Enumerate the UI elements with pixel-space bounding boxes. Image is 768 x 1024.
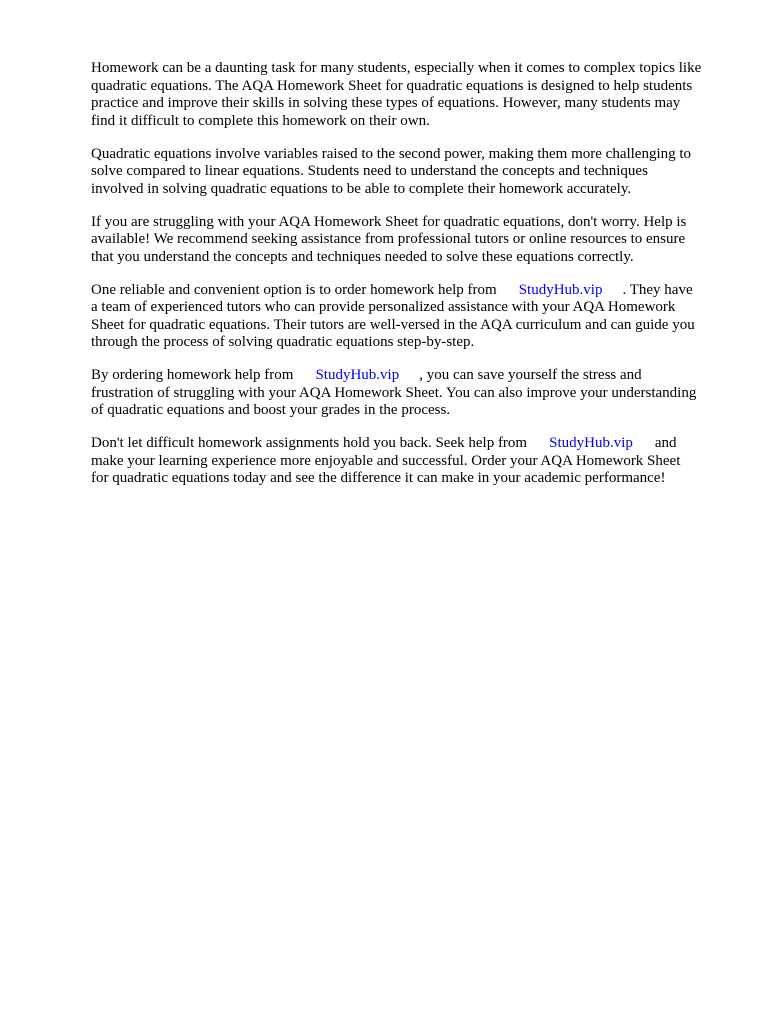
- text-segment: , you can save yourself the stress and: [419, 367, 642, 383]
- text-line: Homework can be a daunting task for many students, especially when it comes to complex topics like: [91, 60, 702, 76]
- studyhub-link[interactable]: StudyHub.vip: [315, 367, 400, 383]
- text-line-with-link: [91, 282, 731, 300]
- text-line: practice and improve their skills in solving these types of equations. However, many students may: [91, 95, 681, 111]
- text-line: available! We recommend seeking assistance from professional tutors or online resources to ensure: [91, 231, 686, 247]
- paragraph-quadratic-equations: [91, 146, 731, 199]
- text-line: involved in solving quadratic equations to be able to complete their homework accurately.: [91, 180, 632, 197]
- text-line: Quadratic equations involve variables raised to the second power, making them more challenging to: [91, 145, 692, 162]
- text-line: of quadratic equations and boost your grades in the process.: [91, 402, 451, 418]
- text-line: that you understand the concepts and techniques needed to solve these equations correctly.: [91, 248, 634, 265]
- paragraph-reliable-option: [91, 282, 731, 352]
- text-line: a team of experienced tutors who can provide personalized assistance with your AQA Homework: [91, 299, 676, 315]
- text-line: find it difficult to complete this homework on their own.: [91, 112, 430, 129]
- text-line: for quadratic equations today and see the difference it can make in your academic performance!: [91, 470, 666, 486]
- paragraph-struggling: [91, 214, 731, 267]
- document-page: [91, 60, 731, 503]
- text-line-with-link: [91, 367, 731, 385]
- text-segment: By ordering homework help from: [91, 367, 294, 383]
- paragraph-call-to-action: [91, 435, 731, 488]
- text-line: quadratic equations. The AQA Homework Sheet for quadratic equations is designed to help students: [91, 77, 693, 94]
- paragraph-ordering-help: [91, 367, 731, 420]
- text-line: If you are struggling with your AQA Homework Sheet for quadratic equations, don't worry. Help is: [91, 213, 687, 230]
- text-segment: . They have: [622, 281, 693, 298]
- text-line: make your learning experience more enjoyable and successful. Order your AQA Homework Sheet: [91, 452, 681, 469]
- studyhub-link[interactable]: StudyHub.vip: [549, 435, 633, 451]
- text-line: solve compared to linear equations. Students need to understand the concepts and techniques: [91, 163, 648, 179]
- text-segment: Don't let difficult homework assignments hold you back. Seek help from: [91, 435, 528, 451]
- text-segment: and: [654, 435, 677, 451]
- studyhub-link[interactable]: StudyHub.vip: [518, 281, 603, 298]
- paragraph-intro: [91, 60, 731, 130]
- text-line: frustration of struggling with your AQA Homework Sheet. You can also improve your understanding: [91, 384, 697, 401]
- text-segment: One reliable and convenient option is to order homework help from: [91, 281, 497, 298]
- text-line: Sheet for quadratic equations. Their tutors are well-versed in the AQA curriculum and can guide you: [91, 316, 695, 333]
- text-line-with-link: [91, 435, 731, 453]
- text-line: through the process of solving quadratic equations step-by-step.: [91, 334, 475, 350]
